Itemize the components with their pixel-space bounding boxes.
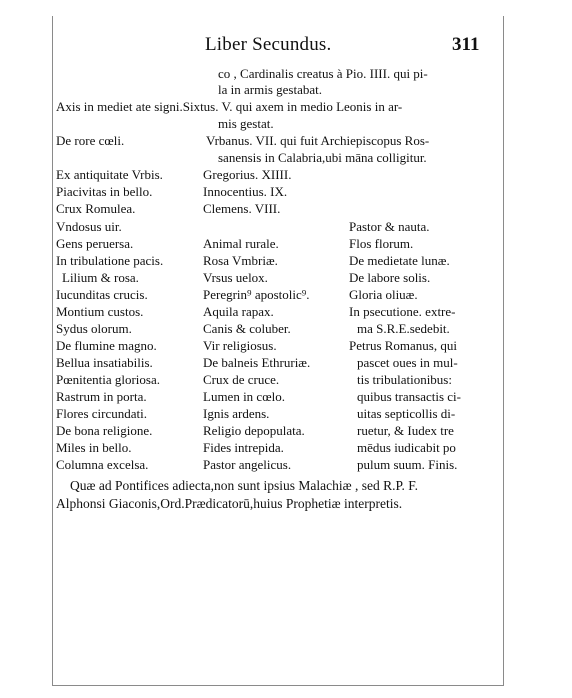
motto: Iucunditas crucis. — [56, 287, 148, 302]
pope-entry: Clemens. VIII. — [203, 201, 281, 216]
motto: De balneis Ethruriæ. — [203, 355, 311, 370]
motto: Sydus olorum. — [56, 321, 132, 336]
motto: Ex antiquitate Vrbis. — [56, 167, 163, 182]
prophecy-text: ruetur, & Iudex tre — [357, 423, 454, 438]
motto: Bellua insatiabilis. — [56, 355, 153, 370]
motto: Crux de cruce. — [203, 372, 280, 387]
motto: De labore solis. — [349, 270, 431, 285]
prophecy-text: pulum suum. Finis. — [357, 457, 458, 472]
motto: In psecutione. extre- — [349, 304, 456, 319]
motto: Peregrin⁹ apostolic⁹. — [203, 287, 310, 302]
motto: Fides intrepida. — [203, 440, 284, 455]
motto: Montium custos. — [56, 304, 144, 319]
prophecy-text: tis tribulationibus: — [357, 372, 452, 387]
motto: De flumine magno. — [56, 338, 157, 353]
footer-note: Alphonsi Giaconis,Ord.Prædicatorū,huius Prophetiæ interpretis. — [56, 496, 403, 511]
pope-entry: Innocentius. IX. — [203, 184, 288, 199]
motto: De medietate lunæ. — [349, 253, 450, 268]
motto: Pastor & nauta. — [349, 219, 430, 234]
motto: Flos florum. — [349, 236, 414, 251]
motto: Ignis ardens. — [203, 406, 270, 421]
prophecy-text: quibus transactis ci- — [357, 389, 461, 404]
prophecy-text: pascet oues in mul- — [357, 355, 458, 370]
motto: Crux Romulea. — [56, 201, 136, 216]
motto: Piacivitas in bello. — [56, 184, 153, 199]
page-number: 311 — [452, 34, 480, 55]
text-line: mis gestat. — [218, 116, 274, 131]
motto: Religio depopulata. — [203, 423, 305, 438]
text-line: co , Cardinalis creatus à Pio. IIII. qui pi- — [218, 66, 428, 81]
pope-entry: Gregorius. XIIII. — [203, 167, 292, 182]
motto: Vndosus uir. — [56, 219, 122, 234]
prophecy-text: Petrus Romanus, qui — [349, 338, 457, 353]
pope-entry: Vrbanus. VII. qui fuit Archiepiscopus Ros- — [206, 133, 430, 148]
prophecy-text: mēdus iudicabit po — [357, 440, 456, 455]
motto: Aquila rapax. — [203, 304, 274, 319]
motto: Columna excelsa. — [56, 457, 149, 472]
motto: De rore cœli. — [56, 133, 125, 148]
motto: Lilium & rosa. — [62, 270, 139, 285]
text-line: la in armis gestabat. — [218, 82, 322, 97]
text-line: sanensis in Calabria,ubi māna colligitur. — [218, 150, 427, 165]
motto: Vir religiosus. — [203, 338, 277, 353]
footer-note: Quæ ad Pontifices adiecta,non sunt ipsius Malachiæ , sed R.P. F. — [70, 478, 419, 493]
motto: Gloria oliuæ. — [349, 287, 418, 302]
motto: Flores circundati. — [56, 406, 147, 421]
motto: De bona religione. — [56, 423, 153, 438]
motto: Pastor angelicus. — [203, 457, 292, 472]
motto: In tribulatione pacis. — [56, 253, 164, 268]
prophecy-text: ma S.R.E.sedebit. — [357, 321, 450, 336]
prophecy-text: uitas septicollis di- — [357, 406, 456, 421]
motto: Rosa Vmbriæ. — [203, 253, 278, 268]
motto: Gens peruersa. — [56, 236, 134, 251]
motto: Pœnitentia gloriosa. — [56, 372, 160, 387]
motto: Lumen in cœlo. — [203, 389, 285, 404]
motto: Rastrum in porta. — [56, 389, 147, 404]
motto: Canis & coluber. — [203, 321, 291, 336]
motto: Animal rurale. — [203, 236, 279, 251]
running-head: Liber Secundus. — [205, 34, 332, 55]
text-line: Axis in mediet ate signi.Sixtus. V. qui axem in medio Leonis in ar- — [56, 99, 403, 114]
motto: Vrsus uelox. — [203, 270, 268, 285]
motto: Miles in bello. — [56, 440, 132, 455]
